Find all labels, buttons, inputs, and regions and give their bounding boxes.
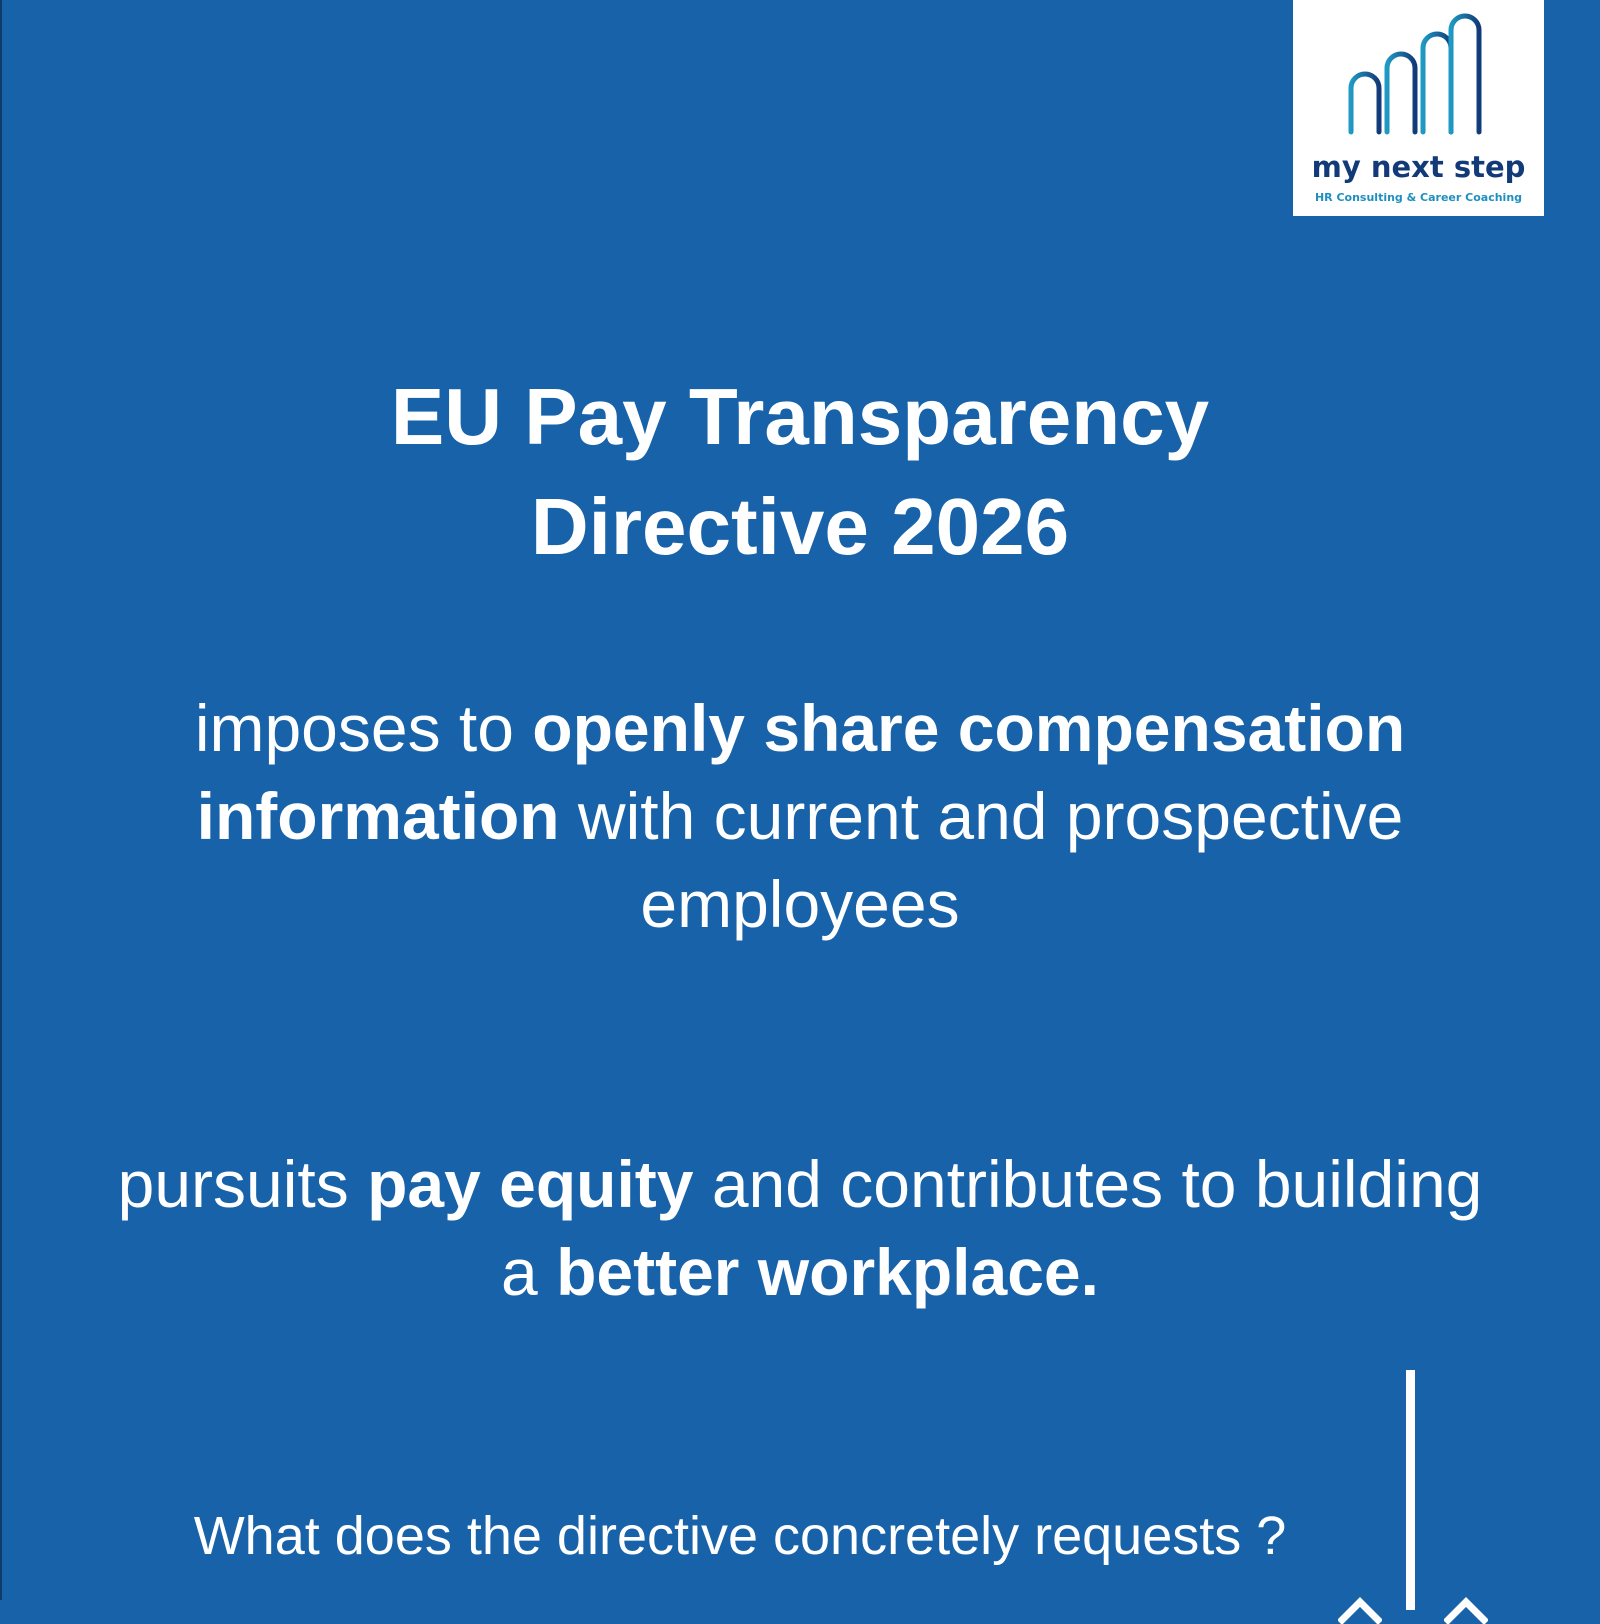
- chevron-up-icon[interactable]: [1338, 1584, 1382, 1624]
- logo-tagline: HR Consulting & Career Coaching: [1314, 191, 1523, 204]
- title-line-2: Directive 2026: [530, 482, 1070, 571]
- brand-logo: [1293, 0, 1544, 216]
- emphasis-openly-share: openly share compensation information: [196, 691, 1406, 853]
- question-text: What does the directive concretely requests ?: [193, 1506, 1287, 1566]
- emphasis-pay-equity: pay equity: [367, 1147, 694, 1221]
- directive-goal-text: [100, 1140, 1500, 1316]
- text-segment: imposes to: [194, 691, 533, 765]
- vertical-divider: [1406, 1370, 1415, 1610]
- directive-obligation-text: [100, 684, 1500, 948]
- text-segment: with current and prospective employees: [559, 779, 1404, 941]
- logo-wordmark: my next step: [1311, 150, 1526, 184]
- title-line-1: EU Pay Transparency: [390, 372, 1210, 461]
- text-segment: and contributes to building a: [501, 1147, 1483, 1309]
- chevron-up-icon[interactable]: [1444, 1584, 1488, 1624]
- page-left-border: [0, 0, 2, 1600]
- text-segment: pursuits: [117, 1147, 368, 1221]
- page-title: [100, 362, 1500, 582]
- emphasis-better-workplace: better workplace.: [556, 1235, 1099, 1309]
- arches-icon: [1347, 10, 1489, 135]
